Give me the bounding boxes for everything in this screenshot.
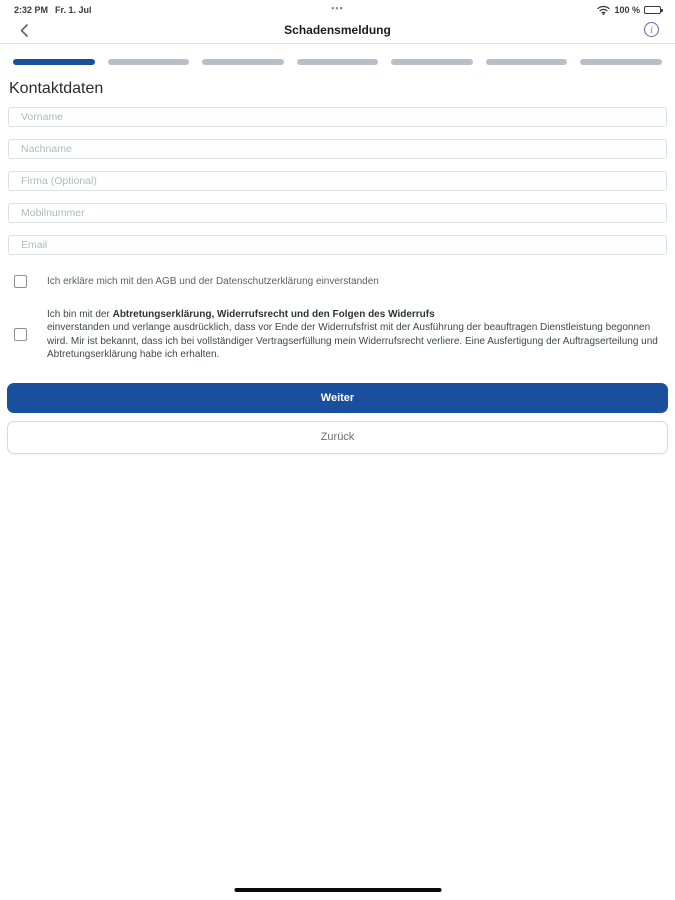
- progress-segment-2: [108, 59, 190, 65]
- zurueck-button[interactable]: Zurück: [7, 421, 668, 454]
- widerruf-label-bold: Abtretungserklärung, Widerrufsrecht und den Folgen des Widerrufs: [112, 308, 435, 320]
- wifi-icon: [597, 5, 610, 15]
- status-time: 2:32 PM: [14, 4, 49, 15]
- widerruf-consent-checkbox[interactable]: [14, 328, 27, 341]
- navigation-bar: [0, 16, 675, 44]
- contact-form: [8, 107, 667, 255]
- widerruf-label-rest: einverstanden und verlange ausdrücklich, dass vor Ende der Widerrufsfrist mit der Ausführung der beauftragen Dienstleistung begonnen wird. Mir ist bekannt, dass ich bei vollständiger Vertragserfüllung mein Widerrufsrecht verliere. Eine Ausfertigung der Auftragserteilung und Abtretungserklärung habe ich erhalten.: [47, 322, 658, 360]
- agb-consent-checkbox[interactable]: [14, 275, 27, 288]
- progress-segment-1: [13, 59, 95, 65]
- section-heading: Kontaktdaten: [9, 80, 104, 97]
- status-bar: [0, 0, 675, 16]
- agb-consent-row: [8, 275, 667, 289]
- progress-segment-5: [391, 59, 473, 65]
- progress-segment-7: [580, 59, 662, 65]
- progress-bar: [13, 59, 662, 65]
- widerruf-consent-row: [8, 308, 667, 362]
- progress-segment-4: [297, 59, 379, 65]
- last-name-input[interactable]: [8, 139, 667, 159]
- weiter-button[interactable]: Weiter: [7, 383, 668, 413]
- agb-consent-label: Ich erkläre mich mit den AGB und der Datenschutzerklärung einverstanden: [47, 276, 379, 287]
- widerruf-consent-label: [47, 308, 663, 362]
- first-name-input[interactable]: [8, 107, 667, 127]
- status-date: Fr. 1. Jul: [55, 4, 92, 15]
- status-ellipsis-icon[interactable]: •••: [331, 3, 344, 13]
- battery-percent: 100 %: [614, 4, 640, 15]
- mobile-number-input[interactable]: [8, 203, 667, 223]
- home-indicator[interactable]: [234, 888, 441, 892]
- page-title: Schadensmeldung: [284, 23, 391, 37]
- info-icon[interactable]: i: [644, 22, 659, 37]
- battery-icon: [644, 6, 661, 14]
- progress-segment-6: [486, 59, 568, 65]
- widerruf-label-prefix: Ich bin mit der: [47, 308, 113, 320]
- email-input[interactable]: [8, 235, 667, 255]
- progress-segment-3: [202, 59, 284, 65]
- company-input[interactable]: [8, 171, 667, 191]
